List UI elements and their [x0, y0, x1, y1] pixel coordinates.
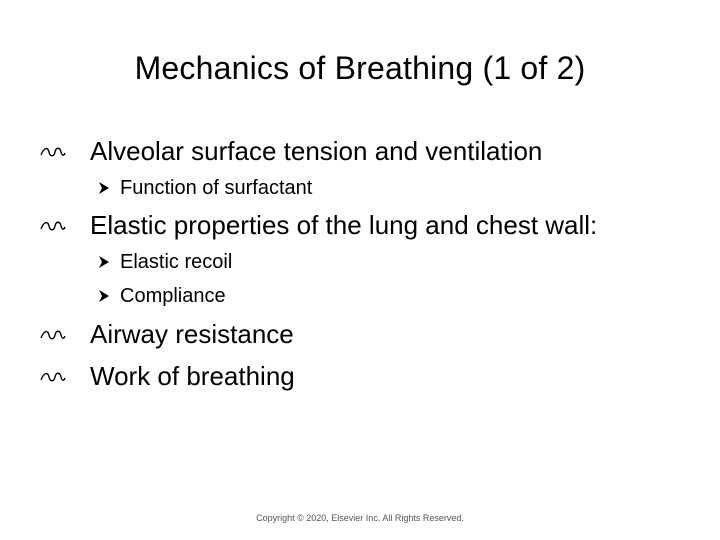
slide-title: Mechanics of Breathing (1 of 2) [134, 50, 586, 86]
bullet-text: Elastic properties of the lung and chest wall: [90, 210, 598, 240]
arrowhead-bullet-icon [98, 289, 110, 303]
bullet-text: Alveolar surface tension and ventilation [90, 136, 543, 166]
sub-bullet-text: Elastic recoil [120, 251, 233, 273]
arrowhead-bullet-icon [98, 181, 110, 195]
sub-bullet-text: Compliance [120, 285, 226, 307]
swirl-bullet-icon [40, 219, 66, 233]
bullet-text: Work of breathing [90, 361, 295, 391]
sub-bullet-text: Function of surfactant [120, 177, 313, 199]
swirl-bullet-icon [40, 145, 66, 159]
copyright-footer: Copyright © 2020, Elsevier Inc. All Rights Reserved. [256, 513, 464, 523]
swirl-bullet-icon [40, 370, 66, 384]
swirl-bullet-icon [40, 328, 66, 342]
bullet-text: Airway resistance [90, 319, 294, 349]
arrowhead-bullet-icon [98, 255, 110, 269]
